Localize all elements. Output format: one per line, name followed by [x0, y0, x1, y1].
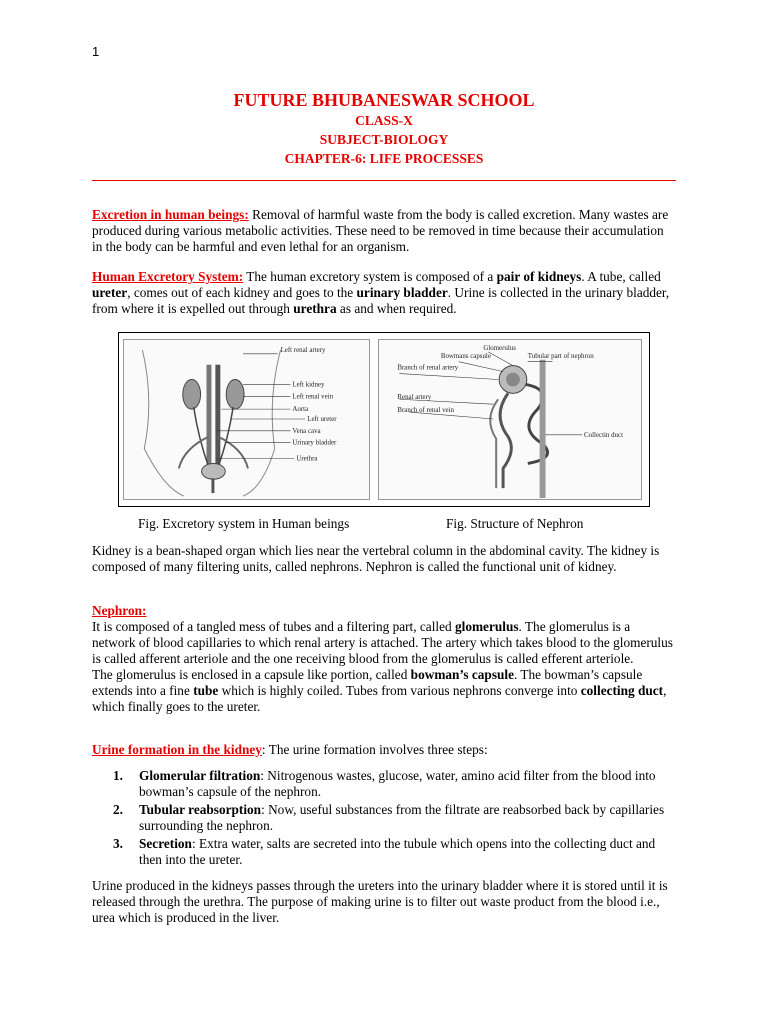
urine-steps-list: [92, 768, 676, 870]
label-vena-cava: Vena cava: [292, 427, 321, 435]
step-text: : Now, useful substances from the filtrate are reabsorbed back by capillaries surrounding the nephron.: [139, 802, 665, 833]
label-urethra: Urethra: [296, 455, 318, 463]
system-bold-3: urinary bladder: [356, 285, 448, 300]
step-number: 2.: [113, 802, 123, 817]
list-item: [113, 768, 676, 800]
label-left-kidney: Left kidney: [292, 381, 325, 389]
chapter-title: CHAPTER-6: LIFE PROCESSES: [284, 151, 484, 166]
figure1-caption: Fig. Excretory system in Human beings: [138, 516, 350, 531]
nephron-p2-text-4: , which finally goes to the ureter.: [92, 683, 667, 714]
system-text-4: . Urine is collected in the urinary bladder, from where it is expelled out through: [92, 285, 670, 316]
nephron-p1-text-2: . The glomerulus is a network of blood capillaries to which renal artery is attached. The artery which takes blood to the glomerulus is called afferent arteriole and the one receiving blood from the glomerulus is called efferent arteriole.: [92, 619, 673, 666]
nephron-p2-text-3: which is highly coiled. Tubes from various nephrons converge into: [218, 683, 581, 698]
excretion-heading: Excretion in human beings:: [92, 207, 249, 222]
step-text: : Extra water, salts are secreted into the tubule which opens into the collecting duct and then into the ureter.: [139, 836, 656, 867]
final-paragraph: Urine produced in the kidneys passes through the ureters into the urinary bladder where it is stored until it is released through the urethra. The purpose of making urine is to filter out waste product from the blood i.e., urea which is produced in the liver.: [92, 878, 668, 925]
system-bold-4: urethra: [293, 301, 337, 316]
nephron-paragraph-1: [92, 619, 676, 667]
step-title: Tubular reabsorption: [139, 802, 262, 817]
excretion-paragraph: [92, 207, 676, 255]
page-number: 1: [92, 44, 100, 59]
nephron-diagram: [379, 340, 641, 499]
document-header: [92, 89, 676, 168]
excretion-text: Removal of harmful waste from the body is called excretion. Many wastes are produced during various metabolic activities. These need to be removed in time because their accumulation in the body can be harmful and even lethal for an organism.: [92, 207, 669, 254]
system-bold-2: ureter: [92, 285, 128, 300]
nephron-p2-text-2: . The bowman’s capsule extends into a fine: [92, 667, 643, 698]
header-divider: [92, 180, 676, 181]
figure-box: [118, 332, 650, 507]
label-left-ureter: Left ureter: [307, 415, 337, 423]
kidney-paragraph: Kidney is a bean-shaped organ which lies near the vertebral column in the abdominal cavity. The kidney is composed of many filtering units, called nephrons. Nephron is called the functional unit of kidney.: [92, 543, 660, 574]
label-urinary-bladder: Urinary bladder: [292, 439, 337, 447]
label-left-renal-artery: Left renal artery: [280, 346, 326, 354]
label-renal-artery: Renal artery: [397, 394, 432, 402]
urine-intro: [92, 742, 676, 758]
step-number: 3.: [113, 836, 123, 851]
system-text-3: , comes out of each kidney and goes to the: [127, 285, 357, 300]
step-title: Glomerular filtration: [139, 768, 261, 783]
nephron-p1-bold-1: glomerulus: [454, 619, 519, 634]
list-item: [113, 836, 676, 868]
urine-heading: Urine formation in the kidney: [92, 742, 262, 757]
step-text: : Nitrogenous wastes, glucose, water, amino acid filter from the blood into bowman’s capsule of the nephron.: [139, 768, 656, 799]
nephron-p2-bold-1: bowman’s capsule: [410, 667, 514, 682]
nephron-p2-text-1: The glomerulus is enclosed in a capsule like portion, called: [92, 667, 411, 682]
label-tubular-part: Tubular part of nephron: [527, 352, 594, 360]
label-branch-renal-artery: Branch of renal artery: [397, 364, 459, 372]
system-text-5: as and when required.: [336, 301, 457, 316]
system-paragraph: [92, 269, 676, 317]
label-aorta: Aorta: [292, 406, 309, 414]
label-collecting-duct: Collectin duct: [584, 431, 624, 439]
step-number: 1.: [113, 768, 123, 783]
label-left-renal-vein: Left renal vein: [292, 393, 334, 401]
figure2-caption: Fig. Structure of Nephron: [446, 516, 584, 531]
school-name: FUTURE BHUBANESWAR SCHOOL: [233, 90, 535, 110]
system-text-2: . A tube, called: [581, 269, 661, 284]
system-text-1: The human excretory system is composed of a: [243, 269, 497, 284]
system-bold-1: pair of kidneys: [496, 269, 582, 284]
system-heading: Human Excretory System:: [92, 269, 244, 284]
list-item: [113, 802, 676, 834]
urine-intro-text: The urine formation involves three steps:: [265, 742, 488, 757]
urine-colon: :: [261, 742, 266, 757]
class-label: CLASS-X: [355, 113, 413, 128]
nephron-p2-bold-2: tube: [193, 683, 219, 698]
label-glomerulus: Glomerulus: [483, 344, 516, 352]
nephron-p2-bold-3: collecting duct: [580, 683, 664, 698]
excretory-system-diagram: [124, 340, 369, 499]
excretory-system-figure: [123, 339, 370, 500]
step-title: Secretion: [139, 836, 192, 851]
label-branch-renal-vein: Branch of renal vein: [397, 407, 454, 415]
label-bowmans-capsule: Bowmans capsule: [440, 352, 491, 360]
nephron-heading: Nephron:: [92, 603, 147, 618]
nephron-figure: [378, 339, 642, 500]
subject-label: SUBJECT-BIOLOGY: [319, 132, 449, 147]
nephron-section: [92, 603, 676, 715]
nephron-p1-text-1: It is composed of a tangled mess of tubes and a filtering part, called: [92, 619, 455, 634]
nephron-paragraph-2: [92, 667, 676, 715]
